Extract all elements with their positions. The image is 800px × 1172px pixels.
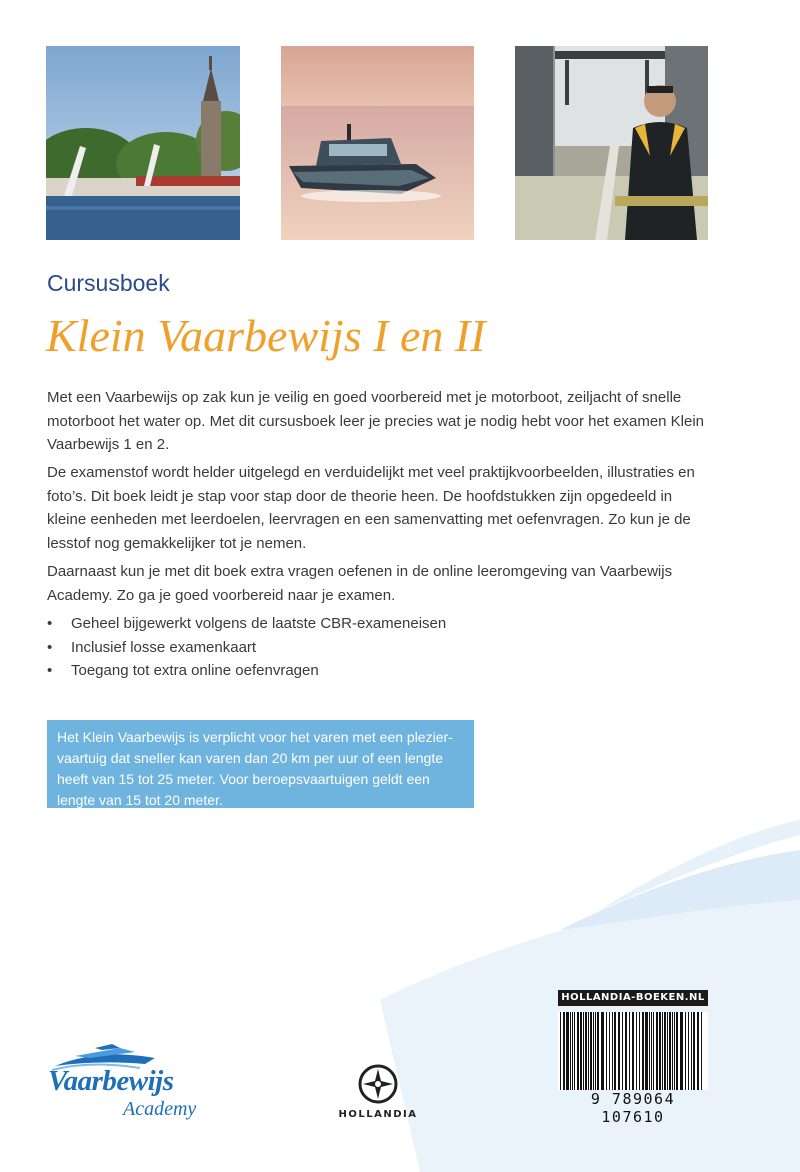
vaarbewijs-academy-logo [45, 1038, 225, 1128]
hollandia-logo [338, 1062, 418, 1126]
bullet-icon: • [47, 638, 53, 656]
publisher-name: HOLLANDIA [338, 1109, 418, 1120]
publisher-website: HOLLANDIA-BOEKEN.NL [558, 990, 708, 1006]
logo-subtitle: Academy [123, 1098, 197, 1120]
isbn-barcode [558, 1012, 708, 1090]
list-item-text: Geheel bijgewerkt volgens de laatste CBR-exameneisen [71, 615, 447, 632]
list-item-text: Inclusief losse examenkaart [71, 638, 257, 656]
logo-name: Vaarbewijs [48, 1065, 174, 1097]
body-paragraph: Met een Vaarbewijs op zak kun je veilig en goed voorbereid met je motorboot, zeiljacht of snelle motorboot het water op. Met dit cursusboek leer je precies wat je nodig hebt voor het examen Klein Vaarbewijs 1 en 2. [47, 389, 705, 453]
photo-town-drawbridge [46, 46, 240, 240]
bullet-icon: • [47, 662, 53, 679]
body-paragraph: De examenstof wordt helder uitgelegd en verduidelijkt met veel praktijkvoorbeelden, illustraties en foto’s. Dit boek leidt je stap voor stap door de theorie heen. De hoofdstukken zijn opgedeeld in kleine eenheden met leerdoelen, leervragen en een samenvatting met oefenvragen. Zo kun je de lesstof nog gemakkelijker tot je nemen. [47, 464, 695, 552]
compass-rose-icon [358, 1064, 398, 1104]
list-item [47, 612, 647, 636]
photo-skipper-in-lock [515, 46, 708, 240]
barcode-block [558, 990, 708, 1126]
isbn-number: 9 789064 107610 [590, 1090, 676, 1126]
book-category: Cursusboek [47, 270, 170, 296]
list-item-text: Toegang tot extra online oefenvragen [71, 662, 319, 679]
photo-motorboat-sunset [281, 46, 474, 240]
info-box [47, 720, 474, 808]
book-title: Klein Vaarbewijs I en II [46, 310, 486, 361]
feature-list [47, 612, 647, 683]
bullet-icon: • [47, 615, 53, 632]
info-box-text: Het Klein Vaarbewijs is verplicht voor het varen met een pleziervaartuig dat sneller kan varen dan 20 km per uur of een lengte heeft van 15 tot 25 meter. Voor beroepsvaartuigen geldt een lengte van 15 tot 20 meter. [57, 729, 453, 808]
list-item [47, 659, 647, 683]
list-item [47, 636, 647, 660]
body-paragraph: Daarnaast kun je met dit boek extra vragen oefenen in de online leeromgeving van Vaarbewijs Academy. Zo ga je goed voorbereid naar je examen. [47, 563, 673, 604]
